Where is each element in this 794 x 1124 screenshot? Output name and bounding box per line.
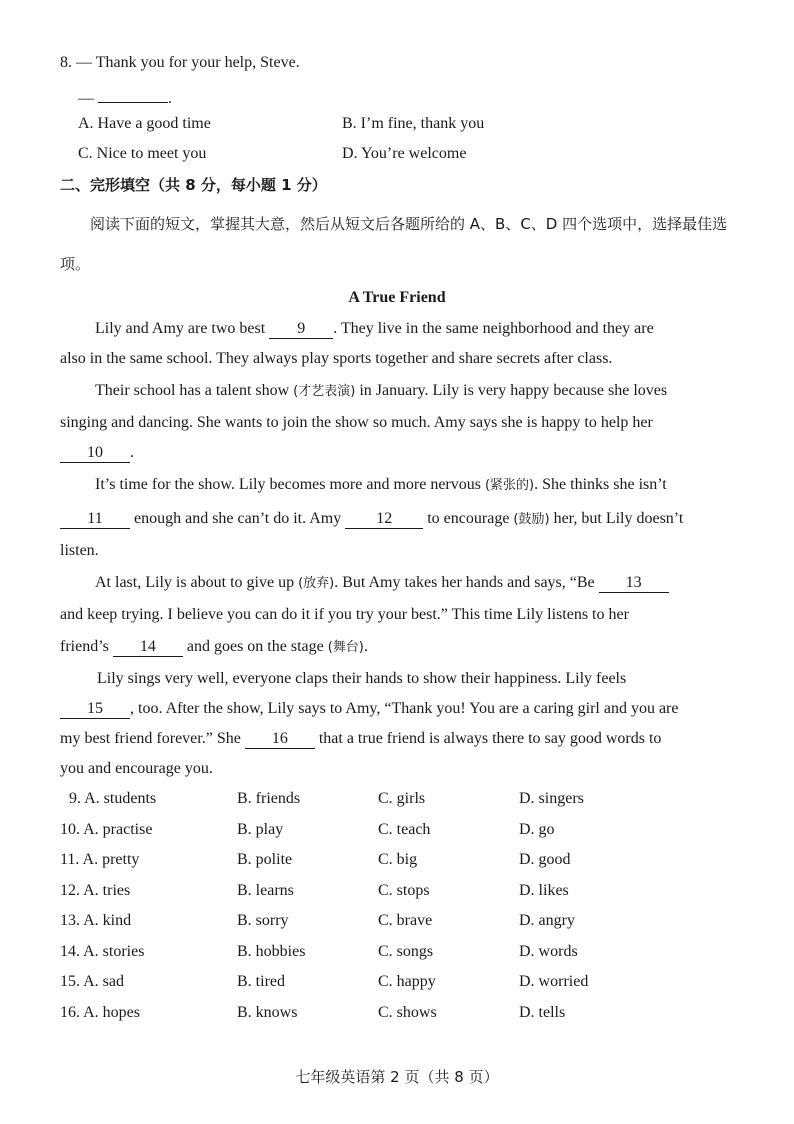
passage-line: and keep trying. I believe you can do it if you try your best.” This time Lily listens to her <box>60 606 629 623</box>
choice-14-d: D. words <box>519 942 578 960</box>
cn-gloss: (紧张的) <box>484 478 535 493</box>
passage-line: listen. <box>60 542 99 559</box>
q8-stem: 8. — Thank you for your help, Steve. <box>60 54 300 71</box>
page-footer: 七年级英语第 2 页（共 8 页） <box>295 1068 499 1086</box>
text: . They live in the same neighborhood and they are <box>333 320 654 337</box>
choice-12-b: B. learns <box>237 881 294 899</box>
text: that a true friend is always there to say good words to <box>314 730 662 747</box>
choice-16-c: C. shows <box>378 1003 437 1021</box>
text: Their school has a talent show <box>95 382 294 399</box>
q8-option-d: D. You’re welcome <box>342 145 467 162</box>
section-instructions: 阅读下面的短文，掌握其大意，然后从短文后各题所给的 A、B、C、D 四个选项中，选择最佳选项。 <box>60 215 728 273</box>
choice-13-d: D. angry <box>519 912 575 929</box>
text: enough and she can’t do it. Amy <box>130 510 346 527</box>
cn-gloss: (才艺表演) <box>293 384 356 399</box>
cn-gloss: (放弃) <box>298 576 335 591</box>
choice-11-a: 11. A. pretty <box>60 851 140 868</box>
choice-15-c: C. happy <box>378 973 436 990</box>
choice-13-a: 13. A. kind <box>60 912 132 929</box>
q8-reply <box>78 84 172 108</box>
choice-13-b: B. sorry <box>237 912 289 929</box>
text: At last, Lily is about to give up <box>95 574 299 591</box>
passage-line <box>60 636 368 657</box>
choice-11-d: D. good <box>519 851 571 868</box>
passage-line: also in the same school. They always play sports together and share secrets after class. <box>60 350 613 367</box>
q8-reply-prefix: — <box>78 90 98 107</box>
q8-option-c: C. Nice to meet you <box>78 145 207 162</box>
text: . She thinks she isn’t <box>534 476 667 493</box>
text: It’s time for the show. Lily becomes more and more nervous <box>95 476 485 493</box>
blank-15: 15 <box>60 700 130 719</box>
passage-line <box>95 572 669 593</box>
choice-14-a: 14. A. stories <box>60 942 145 960</box>
blank-11: 11 <box>60 510 130 529</box>
choice-12-a: 12. A. tries <box>60 881 131 899</box>
choice-9-c: C. girls <box>378 790 426 807</box>
choice-10-c: C. teach <box>378 820 431 838</box>
passage-line: Lily sings very well, everyone claps their hands to show their happiness. Lily feels <box>97 670 627 687</box>
choice-13-c: C. brave <box>378 912 433 929</box>
text: to encourage <box>423 510 514 527</box>
text: , too. After the show, Lily says to Amy, “Thank you! You are a caring girl and you are <box>130 700 679 717</box>
choice-12-d: D. likes <box>519 881 569 899</box>
choice-15-a: 15. A. sad <box>60 973 124 990</box>
passage-line <box>60 730 661 749</box>
choice-14-c: C. songs <box>378 942 434 960</box>
text: . <box>130 444 134 461</box>
q8-blank <box>98 84 168 103</box>
choice-10-a: 10. A. practise <box>60 820 153 838</box>
choice-9-a: 9. A. students <box>69 790 157 807</box>
blank-14: 14 <box>113 638 183 657</box>
passage-line <box>95 320 654 339</box>
choice-15-d: D. worried <box>519 973 589 990</box>
blank-12: 12 <box>345 510 423 529</box>
choice-9-b: B. friends <box>237 790 301 807</box>
cn-gloss: (鼓励) <box>513 512 550 527</box>
choice-16-b: B. knows <box>237 1003 298 1021</box>
text: her, but Lily doesn’t <box>549 510 684 527</box>
passage-line <box>60 700 678 719</box>
text: in January. Lily is very happy because she loves <box>355 382 668 399</box>
text: my best friend forever.” She <box>60 730 245 747</box>
passage-title: A True Friend <box>348 289 446 306</box>
passage-line <box>60 508 683 529</box>
text: and goes on the stage <box>182 638 328 655</box>
section-title: 二、完形填空（共 8 分，每小题 1 分） <box>60 176 327 194</box>
q8-option-b: B. I’m fine, thank you <box>342 115 485 132</box>
choice-10-d: D. go <box>519 820 555 838</box>
choice-16-d: D. tells <box>519 1003 566 1021</box>
choice-14-b: B. hobbies <box>237 942 306 960</box>
choice-12-c: C. stops <box>378 881 430 899</box>
passage-line <box>95 474 667 494</box>
blank-16: 16 <box>245 730 315 749</box>
choice-11-b: B. polite <box>237 851 293 868</box>
choice-15-b: B. tired <box>237 973 285 990</box>
passage-line <box>95 380 667 400</box>
text: . But Amy takes her hands and says, “Be <box>334 574 599 591</box>
text: . <box>363 638 368 655</box>
choice-16-a: 16. A. hopes <box>60 1003 140 1021</box>
choice-11-c: C. big <box>378 851 418 868</box>
blank-10: 10 <box>60 444 130 463</box>
passage-line: singing and dancing. She wants to join the show so much. Amy says she is happy to help her <box>60 414 653 431</box>
q8-reply-suffix: . <box>168 90 172 107</box>
choice-9-d: D. singers <box>519 790 584 807</box>
text: friend’s <box>60 638 113 655</box>
blank-9: 9 <box>269 320 333 339</box>
text: Lily and Amy are two best <box>95 320 270 337</box>
choice-10-b: B. play <box>237 820 284 838</box>
blank-13: 13 <box>599 574 669 593</box>
q8-option-a: A. Have a good time <box>78 115 211 132</box>
cn-gloss: (舞台) <box>327 640 364 655</box>
passage-line <box>60 444 134 463</box>
passage-line: you and encourage you. <box>60 760 213 777</box>
